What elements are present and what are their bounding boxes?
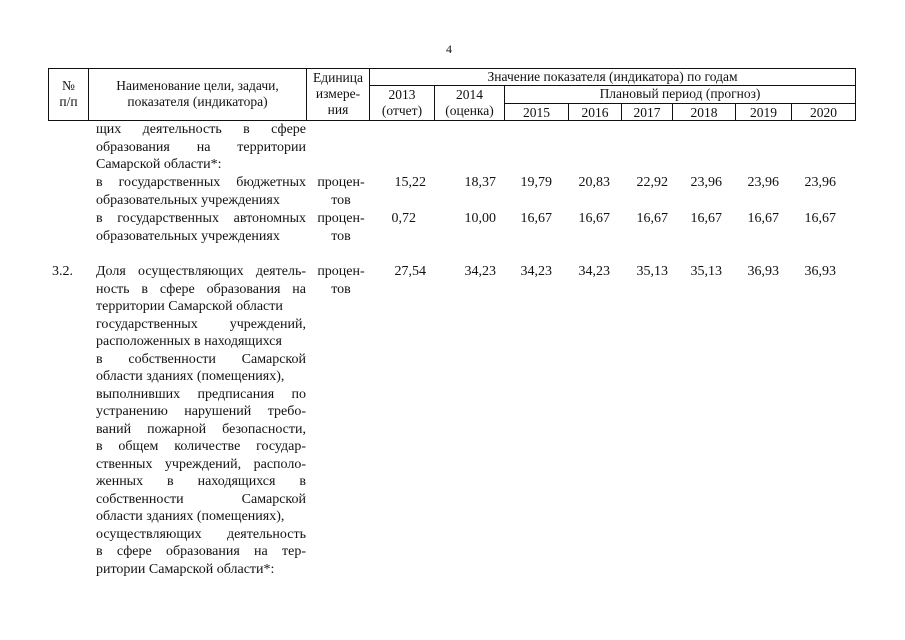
header-year-2018: 2018	[690, 105, 718, 120]
text-line: в сфере образования на тер-	[96, 544, 306, 559]
text-line: осуществляющих деятельность	[96, 526, 306, 542]
value-cell: 16,67	[578, 211, 610, 226]
text-line: в общем количестве государ-	[96, 439, 306, 454]
value-cell: 34,23	[464, 264, 496, 279]
row-budget-institutions-label	[96, 174, 306, 209]
row-3-2-label	[96, 263, 306, 578]
header-year-2019: 2019	[750, 105, 777, 120]
text-line: в государственных автономных	[96, 211, 306, 226]
row-autonomous-institutions-label	[96, 210, 306, 245]
header-year-2015: 2015	[523, 105, 550, 120]
header-plan-period: Плановый период (прогноз)	[599, 86, 761, 101]
text-line: государственных учреждений,	[96, 316, 306, 332]
text-line: Самарской области*:	[96, 157, 222, 172]
value-cell: 23,96	[690, 175, 722, 190]
text-line: образовательных учреждениях	[96, 192, 280, 208]
text-line: образования на территории	[96, 139, 306, 155]
value-cell: 16,67	[690, 211, 722, 226]
text-line: в собственности Самарской	[96, 351, 306, 367]
page-number: 4	[446, 42, 452, 56]
header-col-unit: Единица измере- ния	[312, 70, 363, 117]
header-col-number: № п/п	[59, 78, 78, 109]
header-year-2020: 2020	[810, 105, 837, 120]
header-col-name: Наименование цели, задачи, показателя (индикатора)	[116, 78, 279, 109]
text-line: ваний пожарной безопасности,	[96, 421, 306, 437]
table-header	[48, 68, 856, 120]
text-line: области зданиях (помещениях),	[96, 509, 285, 524]
value-cell: 16,67	[804, 211, 836, 226]
header-year-2017: 2017	[633, 105, 661, 120]
continuation-text	[96, 121, 306, 174]
text-line: женных в находящихся в	[96, 474, 306, 489]
value-cell: 36,93	[804, 264, 836, 279]
value-cell: 16,67	[520, 211, 552, 226]
text-line: ственных учреждений, располо-	[96, 456, 306, 472]
text-line: выполнивших предписания по	[96, 386, 306, 402]
text-line: Доля осуществляющих деятель-	[96, 264, 306, 279]
text-line: образовательных учреждениях	[96, 228, 280, 244]
text-line: в государственных бюджетных	[96, 175, 306, 190]
value-cell: 23,96	[747, 175, 779, 190]
value-cell: 20,83	[578, 175, 610, 190]
text-line: области зданиях (помещениях),	[96, 369, 285, 384]
value-cell: 23,96	[804, 175, 836, 190]
row-budget-unit: процен- тов	[317, 175, 365, 208]
value-cell: 34,23	[578, 264, 610, 279]
value-cell: 10,00	[464, 211, 496, 226]
header-col-values: Значение показателя (индикатора) по годам	[487, 69, 738, 84]
header-year-2014: 2014 (оценка)	[445, 87, 494, 118]
value-cell: 18,37	[464, 175, 496, 190]
value-cell: 19,79	[520, 175, 552, 190]
value-cell: 36,93	[747, 264, 779, 279]
value-cell: 0,72	[391, 211, 416, 226]
value-cell: 34,23	[520, 264, 552, 279]
value-cell: 27,54	[394, 264, 426, 279]
text-line: расположенных в находящихся	[96, 334, 282, 349]
row-3-2-unit: процен- тов	[317, 264, 365, 297]
text-line: территории Самарской области	[96, 299, 283, 314]
value-cell: 35,13	[690, 264, 722, 279]
text-line: щих деятельность в сфере	[96, 122, 306, 137]
value-cell: 22,92	[636, 175, 668, 190]
text-line: собственности Самарской	[96, 491, 306, 507]
value-cell: 16,67	[747, 211, 779, 226]
value-cell: 16,67	[636, 211, 668, 226]
value-cell: 15,22	[394, 175, 426, 190]
text-line: ность в сфере образования на	[96, 281, 306, 297]
header-year-2016: 2016	[581, 105, 609, 120]
value-cell: 35,13	[636, 264, 668, 279]
text-line: устранению нарушений требо-	[96, 404, 306, 419]
header-year-2013: 2013 (отчет)	[381, 87, 423, 118]
row-autonomous-unit: процен- тов	[317, 211, 365, 244]
text-line: ритории Самарской области*:	[96, 561, 275, 577]
row-3-2-number: 3.2.	[52, 264, 73, 279]
